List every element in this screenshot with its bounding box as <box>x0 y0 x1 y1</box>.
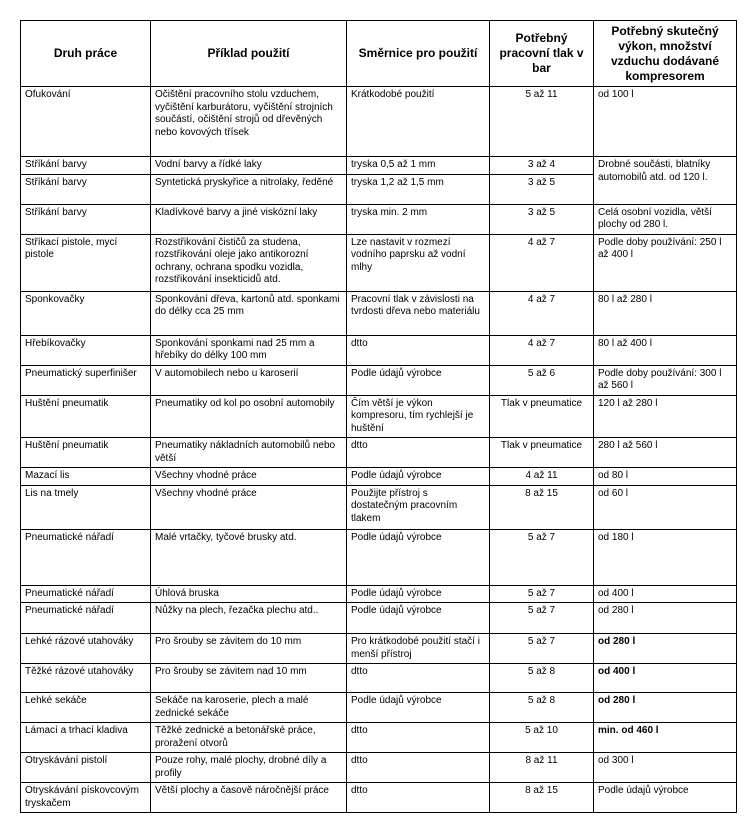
cell-druh: Stříkací pistole, mycí pistole <box>21 234 151 291</box>
cell-vykon: od 280 l <box>594 634 737 664</box>
cell-druh: Pneumatické nářadí <box>21 603 151 634</box>
cell-tlak: 5 až 7 <box>490 585 594 603</box>
cell-vykon: od 400 l <box>594 585 737 603</box>
cell-vykon: od 80 l <box>594 468 737 486</box>
header-tlak: Potřebný pracovní tlak v bar <box>490 21 594 87</box>
cell-druh: Sponkovačky <box>21 291 151 335</box>
compressor-requirements-table <box>20 20 737 813</box>
table-row <box>21 87 737 157</box>
cell-druh: Stříkání barvy <box>21 204 151 234</box>
cell-tlak: 5 až 8 <box>490 664 594 693</box>
cell-priklad: Pro šrouby se závitem nad 10 mm <box>151 664 347 693</box>
cell-tlak: 5 až 10 <box>490 723 594 753</box>
cell-smernice: Podle údajů výrobce <box>347 365 490 395</box>
cell-priklad: Kladívkové barvy a jiné viskózní laky <box>151 204 347 234</box>
cell-tlak: Tlak v pneumatice <box>490 395 594 438</box>
cell-druh: Otryskávání pískovcovým tryskačem <box>21 783 151 813</box>
cell-priklad: Pneumatiky od kol po osobní automobily <box>151 395 347 438</box>
cell-vykon: od 60 l <box>594 485 737 529</box>
cell-vykon: min. od 460 l <box>594 723 737 753</box>
cell-druh: Pneumatický superfinišer <box>21 365 151 395</box>
cell-druh: Huštění pneumatik <box>21 438 151 468</box>
cell-vykon: 280 l až 560 l <box>594 438 737 468</box>
cell-vykon: od 100 l <box>594 87 737 157</box>
cell-vykon-merged-2: Celá osobní vozidla, větší plochy od 280 l. <box>594 204 737 234</box>
cell-vykon: 80 l až 400 l <box>594 335 737 365</box>
cell-tlak: 5 až 11 <box>490 87 594 157</box>
cell-smernice: Použijte přístroj s dostatečným pracovním tlakem <box>347 485 490 529</box>
cell-priklad: Pouze rohy, malé plochy, drobné díly a profily <box>151 753 347 783</box>
table-row <box>21 585 737 603</box>
cell-priklad: V automobilech nebo u karoserií <box>151 365 347 395</box>
cell-smernice: Podle údajů výrobce <box>347 585 490 603</box>
cell-tlak: 8 až 15 <box>490 485 594 529</box>
cell-vykon-merged-1: Drobné součásti, blatníky automobilů atd. od 120 l. <box>594 157 737 205</box>
table-row <box>21 529 737 585</box>
cell-druh: Otryskávání pistolí <box>21 753 151 783</box>
cell-druh: Stříkání barvy <box>21 174 151 204</box>
cell-vykon: Podle údajů výrobce <box>594 783 737 813</box>
cell-vykon: 120 l až 280 l <box>594 395 737 438</box>
cell-smernice: tryska min. 2 mm <box>347 204 490 234</box>
cell-smernice: Podle údajů výrobce <box>347 468 490 486</box>
cell-tlak: 3 až 5 <box>490 204 594 234</box>
cell-tlak: 8 až 15 <box>490 783 594 813</box>
cell-priklad: Sponkování dřeva, kartonů atd. sponkami do délky cca 25 mm <box>151 291 347 335</box>
table-row <box>21 723 737 753</box>
cell-tlak: 8 až 11 <box>490 753 594 783</box>
cell-smernice: dtto <box>347 753 490 783</box>
cell-smernice: Podle údajů výrobce <box>347 603 490 634</box>
cell-vykon: od 280 l <box>594 693 737 723</box>
cell-priklad: Očištění pracovního stolu vzduchem, vyčištění karburátoru, vyčištění strojních součástí, očištění strojů od dřevěných nebo kovových třísek <box>151 87 347 157</box>
cell-priklad: Větší plochy a časově náročnější práce <box>151 783 347 813</box>
cell-vykon: Podle doby používání: 250 l až 400 l <box>594 234 737 291</box>
cell-druh: Lis na tmely <box>21 485 151 529</box>
cell-tlak: 3 až 4 <box>490 157 594 175</box>
table-row <box>21 468 737 486</box>
cell-priklad: Pro šrouby se závitem do 10 mm <box>151 634 347 664</box>
cell-smernice: dtto <box>347 723 490 753</box>
table-row <box>21 204 737 234</box>
cell-druh: Těžké rázové utahováky <box>21 664 151 693</box>
table-row <box>21 664 737 693</box>
cell-druh: Hřebíkovačky <box>21 335 151 365</box>
table-row <box>21 693 737 723</box>
cell-priklad: Vodní barvy a řídké laky <box>151 157 347 175</box>
table-row <box>21 783 737 813</box>
cell-druh: Mazací lis <box>21 468 151 486</box>
cell-smernice: dtto <box>347 438 490 468</box>
cell-smernice: dtto <box>347 335 490 365</box>
cell-smernice: Pro krátkodobé použití stačí i menší přístroj <box>347 634 490 664</box>
cell-druh: Ofukování <box>21 87 151 157</box>
cell-tlak: 4 až 7 <box>490 234 594 291</box>
cell-vykon: od 280 l <box>594 603 737 634</box>
cell-smernice: Lze nastavit v rozmezí vodního paprsku až vodní mlhy <box>347 234 490 291</box>
table-row <box>21 438 737 468</box>
cell-priklad: Nůžky na plech, řezačka plechu atd.. <box>151 603 347 634</box>
cell-vykon: 80 l až 280 l <box>594 291 737 335</box>
cell-druh: Lehké rázové utahováky <box>21 634 151 664</box>
cell-tlak: 4 až 7 <box>490 335 594 365</box>
table-row <box>21 365 737 395</box>
cell-druh: Huštění pneumatik <box>21 395 151 438</box>
cell-smernice: Podle údajů výrobce <box>347 693 490 723</box>
cell-vykon: od 180 l <box>594 529 737 585</box>
cell-smernice: Krátkodobé použití <box>347 87 490 157</box>
cell-smernice: Čím větší je výkon kompresoru, tím rychlejší je huštění <box>347 395 490 438</box>
cell-tlak: 5 až 6 <box>490 365 594 395</box>
table-row <box>21 395 737 438</box>
cell-priklad: Těžké zednické a betonářské práce, proražení otvorů <box>151 723 347 753</box>
cell-smernice: Pracovní tlak v závislosti na tvrdosti dřeva nebo materiálu <box>347 291 490 335</box>
cell-tlak: 5 až 7 <box>490 529 594 585</box>
cell-priklad: Sekáče na karoserie, plech a malé zednické sekáče <box>151 693 347 723</box>
header-priklad: Příklad použití <box>151 21 347 87</box>
cell-priklad: Všechny vhodné práce <box>151 468 347 486</box>
cell-vykon: od 300 l <box>594 753 737 783</box>
cell-druh: Pneumatické nářadí <box>21 529 151 585</box>
table-row <box>21 634 737 664</box>
cell-smernice: tryska 1,2 až 1,5 mm <box>347 174 490 204</box>
table-row <box>21 157 737 175</box>
cell-tlak: 3 až 5 <box>490 174 594 204</box>
cell-tlak: 5 až 8 <box>490 693 594 723</box>
cell-smernice: dtto <box>347 664 490 693</box>
cell-priklad: Pneumatiky nákladních automobilů nebo větší <box>151 438 347 468</box>
table-row <box>21 335 737 365</box>
cell-tlak: Tlak v pneumatice <box>490 438 594 468</box>
cell-druh: Lámací a trhací kladiva <box>21 723 151 753</box>
cell-smernice: dtto <box>347 783 490 813</box>
table-row <box>21 234 737 291</box>
cell-tlak: 5 až 7 <box>490 634 594 664</box>
table-row <box>21 753 737 783</box>
header-vykon: Potřebný skutečný výkon, množství vzduchu dodávané kompresorem <box>594 21 737 87</box>
table-row <box>21 485 737 529</box>
cell-druh: Pneumatické nářadí <box>21 585 151 603</box>
cell-vykon: Podle doby používání: 300 l až 560 l <box>594 365 737 395</box>
cell-tlak: 4 až 7 <box>490 291 594 335</box>
header-druh: Druh práce <box>21 21 151 87</box>
cell-priklad: Syntetická pryskyřice a nitrolaky, ředěné <box>151 174 347 204</box>
cell-priklad: Všechny vhodné práce <box>151 485 347 529</box>
cell-priklad: Malé vrtačky, tyčové brusky atd. <box>151 529 347 585</box>
cell-smernice: Podle údajů výrobce <box>347 529 490 585</box>
cell-druh: Lehké sekáče <box>21 693 151 723</box>
cell-priklad: Sponkování sponkami nad 25 mm a hřebíky do délky 100 mm <box>151 335 347 365</box>
cell-smernice: tryska 0,5 až 1 mm <box>347 157 490 175</box>
cell-tlak: 4 až 11 <box>490 468 594 486</box>
table-header-row <box>21 21 737 87</box>
header-smernice: Směrnice pro použití <box>347 21 490 87</box>
table-row <box>21 291 737 335</box>
table-row <box>21 603 737 634</box>
cell-vykon: od 400 l <box>594 664 737 693</box>
cell-tlak: 5 až 7 <box>490 603 594 634</box>
cell-druh: Stříkání barvy <box>21 157 151 175</box>
cell-priklad: Úhlová bruska <box>151 585 347 603</box>
cell-priklad: Rozstřikování čističů za studena, rozstřikování oleje jako antikorozní ochrany, ochrana spodku vozidla, rozstřikování insekticidů atd. <box>151 234 347 291</box>
